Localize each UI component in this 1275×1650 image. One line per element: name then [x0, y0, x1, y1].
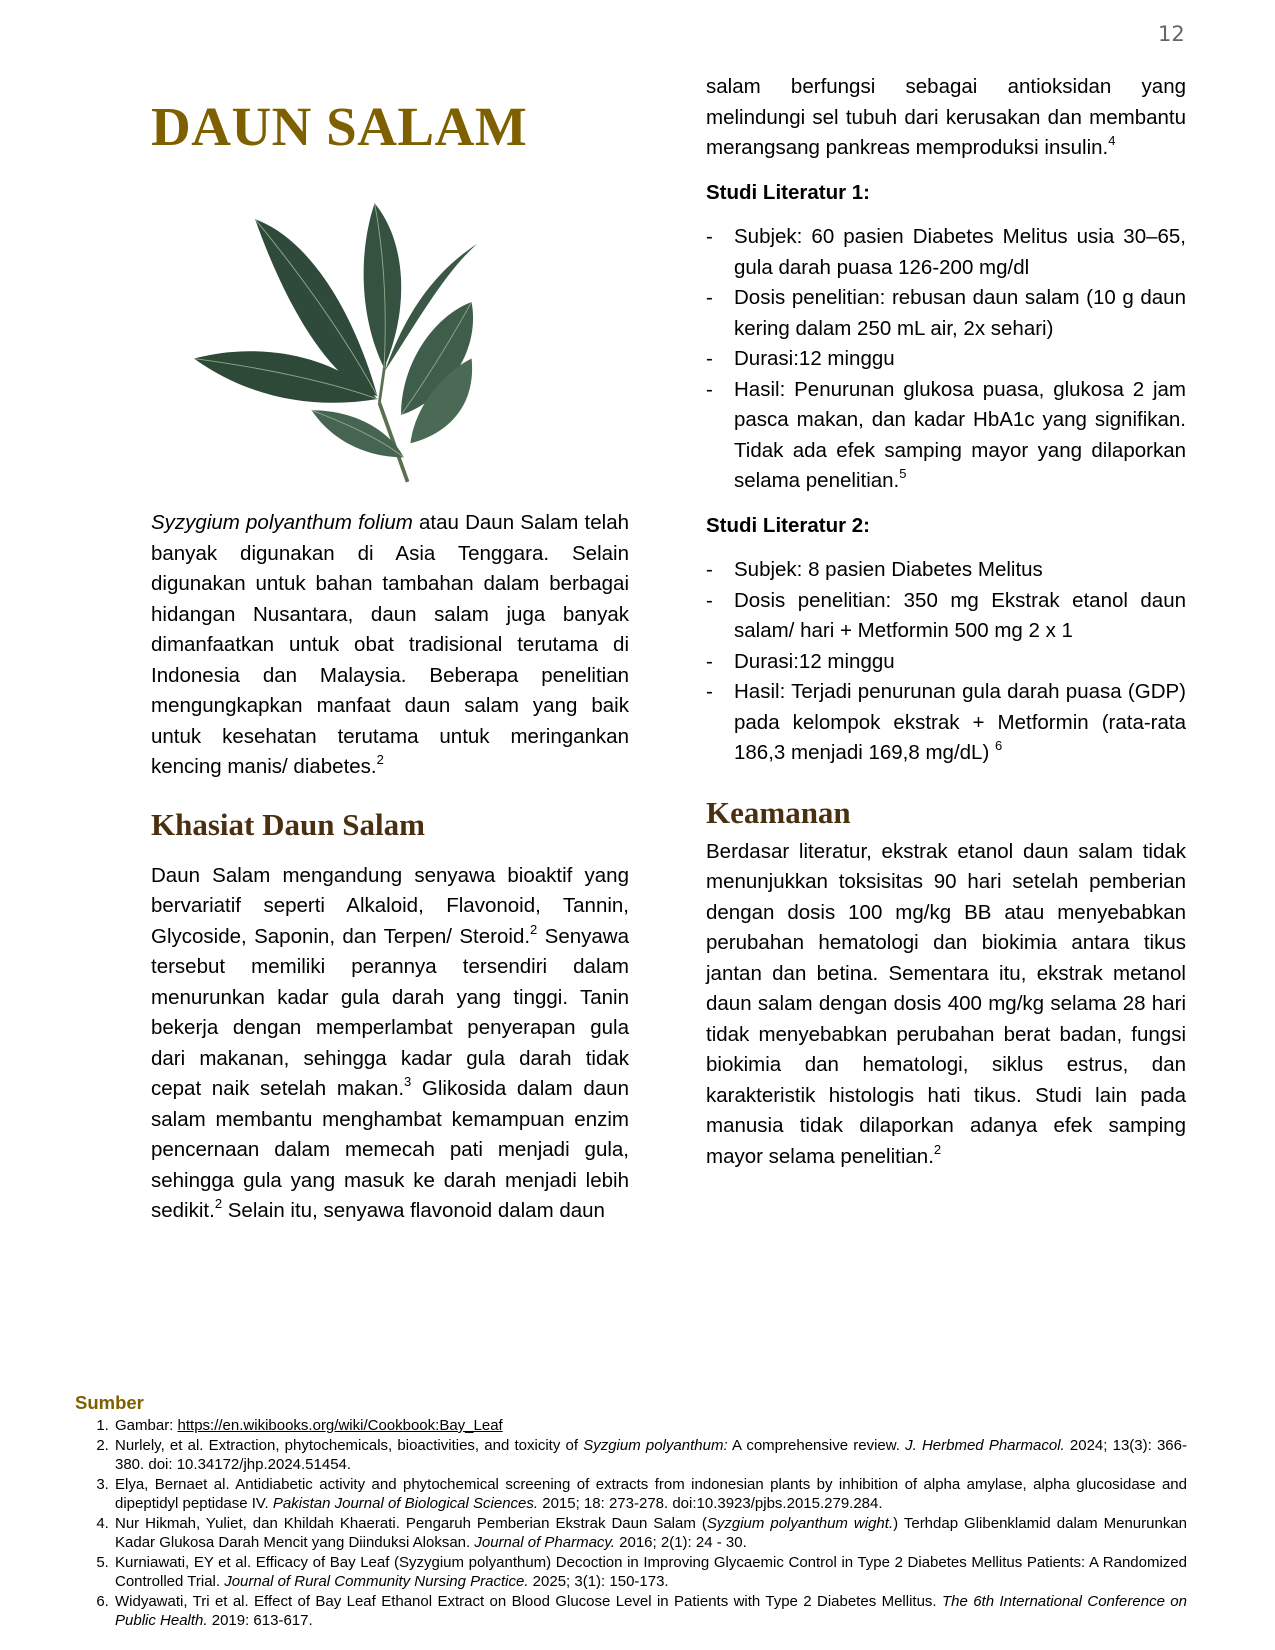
sources-section [75, 1392, 1187, 1631]
list-item: - Durasi:12 minggu [706, 649, 895, 673]
study-2-heading: Studi Literatur 2: [706, 513, 871, 537]
citation: 2 [376, 752, 384, 767]
bay-leaf-image [161, 180, 481, 490]
list-item: - Subjek: 60 pasien Diabetes Melitus usia 30–65, gula darah puasa 126-200 mg/dl [706, 225, 1186, 279]
citation: 6 [994, 738, 1003, 753]
reference-list [75, 1416, 1187, 1631]
reference-item: 5. Kurniawati, EY et al. Efficacy of Bay Leaf (Syzygium polyanthum) Decoction in Improving Glycaemic Control in Type 2 Diabetes Mellitus Patients: A Randomized Controlled Trial. Journal of Rural Community Nursing Practice. 2025; 3(1): 150-173. [113, 1553, 1187, 1592]
citation: 2 [933, 1141, 942, 1157]
reference-link[interactable]: https://en.wikibooks.org/wiki/Cookbook:Bay_Leaf [177, 1417, 503, 1434]
continuation-text: salam berfungsi sebagai antioksidan yang melindungi sel tubuh dari kerusakan dan membantu merangsang pankreas memproduksi insulin. [706, 75, 1186, 159]
keamanan-text: Berdasar literatur, ekstrak etanol daun salam tidak menunjukkan toksisitas 90 hari setelah pemberian dengan dosis 100 mg/kg BB atau menyebabkan perubahan hematologi dan biokimia antara tikus jantan dan betina. Sementara itu, ekstrak metanol daun salam dengan dosis 400 mg/kg selama 28 hari tidak menyebabkan perubahan berat badan, fungsi biokimia dan hematologi, siklus estrus, dan karakteristik histologis hati tikus. Studi lain pada manusia tidak dilaporkan adanya efek samping mayor selama penelitian. [706, 839, 1186, 1168]
citation: 4 [1108, 133, 1116, 148]
khasiat-text-2: Senyawa tersebut memiliki perannya tersendiri dalam menurunkan kadar gula darah yang tinggi. Tanin bekerja dengan memperlambat penyerapan gula dari makanan, sehingga kadar gula darah tidak cepat naik setelah makan. [151, 924, 629, 1100]
reference-item: 2. Nurlely, et al. Extraction, phytochemicals, bioactivities, and toxicity of Syzgium polyanthum: A comprehensive review. J. Herbmed Pharmacol. 2024; 13(3): 366-380. doi: 10.34172/jhp.2024.51454. [113, 1436, 1187, 1475]
page-title: DAUN SALAM [151, 96, 528, 157]
study-2-list [706, 555, 1186, 769]
khasiat-heading: Khasiat Daun Salam [151, 806, 425, 842]
continuation-paragraph [706, 72, 1186, 164]
reference-item: 6. Widyawati, Tri et al. Effect of Bay Leaf Ethanol Extract on Blood Glucose Level in Patients with Type 2 Diabetes Mellitus. The 6th International Conference on Public Health. 2019: 613-617. [113, 1592, 1187, 1631]
citation: 5 [899, 466, 907, 481]
list-item: - Hasil: Terjadi penurunan gula darah puasa (GDP) pada kelompok ekstrak + Metformin (rata-rata 186,3 menjadi 169,8 mg/dL) $^6$ [706, 680, 1186, 764]
list-item: - Dosis penelitian: 350 mg Ekstrak etanol daun salam/ hari + Metformin 500 mg 2 x 1 [706, 588, 1186, 642]
page-number: 12 [1158, 22, 1185, 46]
latin-name: Syzygium polyanthum folium [151, 511, 413, 534]
khasiat-text-3: Glikosida dalam daun salam membantu menghambat kemampuan enzim pencernaan dalam memecah pati menjadi gula, sehingga gula yang masuk ke darah menjadi lebih sedikit. [151, 1077, 629, 1222]
keamanan-paragraph [706, 837, 1186, 1173]
leaf-branch-icon [161, 180, 481, 490]
right-column [706, 72, 1186, 1172]
study-1-list [706, 222, 1186, 497]
reference-item: 4. Nur Hikmah, Yuliet, dan Khildah Khaerati. Pengaruh Pemberian Ekstrak Daun Salam (Syzgium polyanthum wight.) Terhdap Glibenklamid dalam Menurunkan Kadar Glukosa Darah Mencit yang Diinduksi Aloksan. Journal of Pharmacy. 2016; 2(1): 24 - 30. [113, 1514, 1187, 1553]
intro-paragraph [151, 508, 629, 783]
sources-heading: Sumber [75, 1392, 144, 1413]
citation: 3 [404, 1074, 412, 1089]
left-column [151, 80, 629, 1227]
reference-item: 1. Gambar: https://en.wikibooks.org/wiki/Cookbook:Bay_Leaf [113, 1416, 1187, 1436]
khasiat-text-4: Selain itu, senyawa flavonoid dalam daun [222, 1199, 605, 1222]
khasiat-paragraph [151, 861, 629, 1227]
list-item: - Dosis penelitian: rebusan daun salam (10 g daun kering dalam 250 mL air, 2x sehari) [706, 286, 1186, 340]
list-item: - Subjek: 8 pasien Diabetes Melitus [706, 558, 1043, 581]
keamanan-heading: Keamanan [706, 794, 851, 830]
intro-text: atau Daun Salam telah banyak digunakan di Asia Tenggara. Selain digunakan untuk bahan tambahan dalam berbagai hidangan Nusantara, daun salam juga banyak dimanfaatkan untuk obat tradisional terutama di Indonesia dan Malaysia. Beberapa penelitian mengungkapkan manfaat daun salam yang baik untuk kesehatan terutama untuk meringankan kencing manis/ diabetes. [151, 511, 629, 778]
list-item: - Hasil: Penurunan glukosa puasa, glukosa 2 jam pasca makan, dan kadar HbA1c yang signifikan. Tidak ada efek samping mayor yang dilaporkan selama penelitian.$^5$ [706, 377, 1186, 492]
reference-item: 3. Elya, Bernaet al. Antidiabetic activity and phytochemical screening of extracts from indonesian plants by inhibition of alpha amylase, alpha glucosidase and dipeptidyl peptidase IV. Pakistan Journal of Biological Sciences. 2015; 18: 273-278. doi:10.3923/pjbs.2015.279.284. [113, 1475, 1187, 1514]
citation: 2 [530, 921, 538, 937]
khasiat-text-1: Daun Salam mengandung senyawa bioaktif yang bervariatif seperti Alkaloid, Flavonoid, Tannin, Glycoside, Saponin, dan Terpen/ Steroid. [151, 863, 629, 948]
list-item: - Durasi:12 minggu [706, 347, 895, 370]
citation: 2 [214, 1196, 223, 1211]
study-1-heading: Studi Literatur 1: [706, 180, 871, 204]
